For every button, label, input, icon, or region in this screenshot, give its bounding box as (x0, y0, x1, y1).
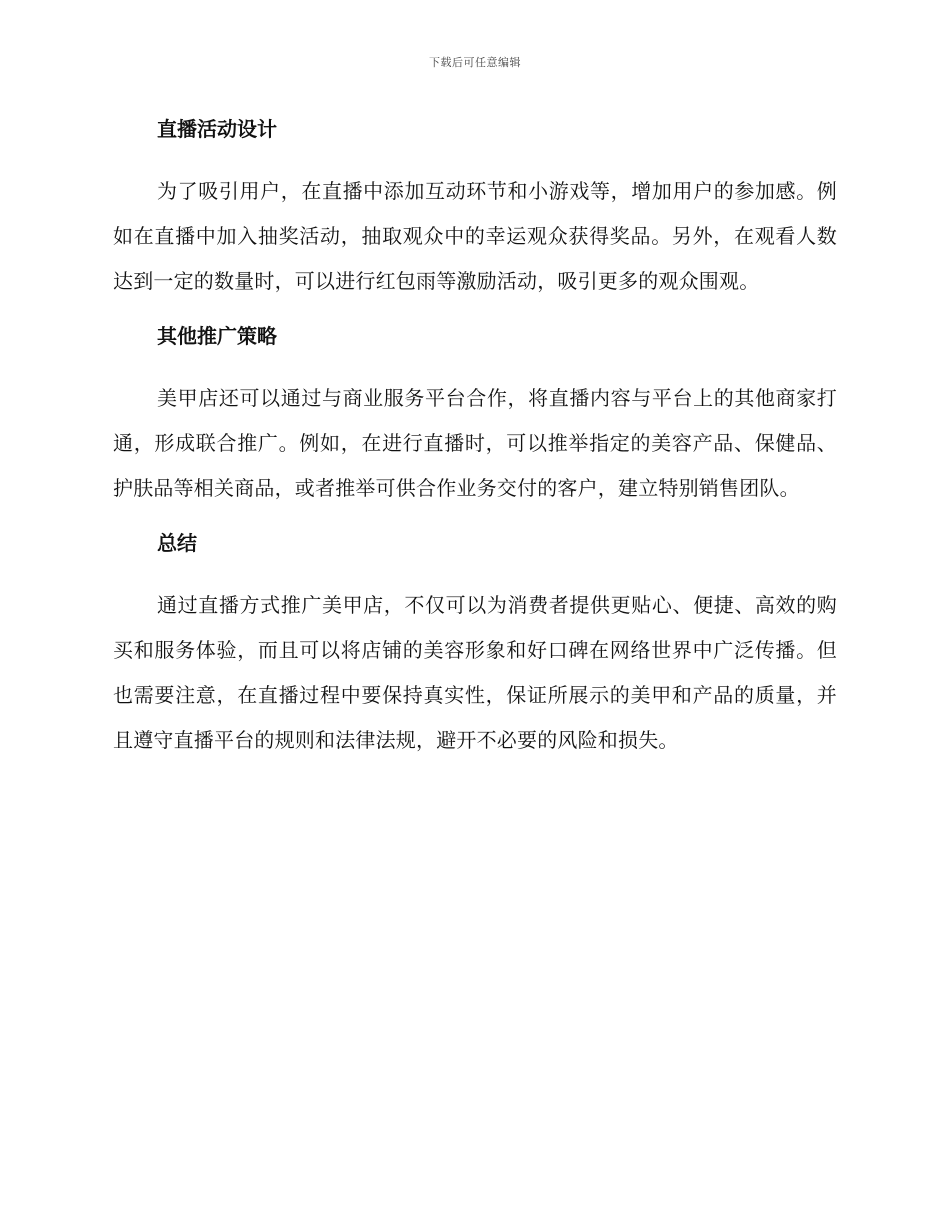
section-paragraph: 美甲店还可以通过与商业服务平台合作，将直播内容与平台上的其他商家打通，形成联合推广。例如，在进行直播时，可以推举指定的美容产品、保健品、护肤品等相关商品，或者推举可供合作业务交付的客户，建立特别销售团队。 (113, 386, 837, 500)
section-paragraph: 通过直播方式推广美甲店，不仅可以为消费者提供更贴心、便捷、高效的购买和服务体验，而且可以将店铺的美容形象和好口碑在网络世界中广泛传播。但也需要注意，在直播过程中要保持真实性，保证所展示的美甲和产品的质量，并且遵守直播平台的规则和法律法规，避开不必要的风险和损失。 (113, 593, 837, 752)
section-live-activity-design (113, 110, 837, 304)
section-paragraph: 为了吸引用户，在直播中添加互动环节和小游戏等，增加用户的参加感。例如在直播中加入抽奖活动，抽取观众中的幸运观众获得奖品。另外，在观看人数达到一定的数量时，可以进行红包雨等激励活动，吸引更多的观众围观。 (113, 179, 837, 293)
section-heading: 总结 (157, 531, 197, 555)
page-header: 下载后可任意编辑 (429, 56, 521, 69)
section-heading: 其他推广策略 (157, 324, 277, 348)
section-heading: 直播活动设计 (157, 117, 277, 141)
section-other-promotion-strategies (113, 317, 837, 511)
section-summary (113, 524, 837, 763)
document-body (113, 110, 837, 776)
